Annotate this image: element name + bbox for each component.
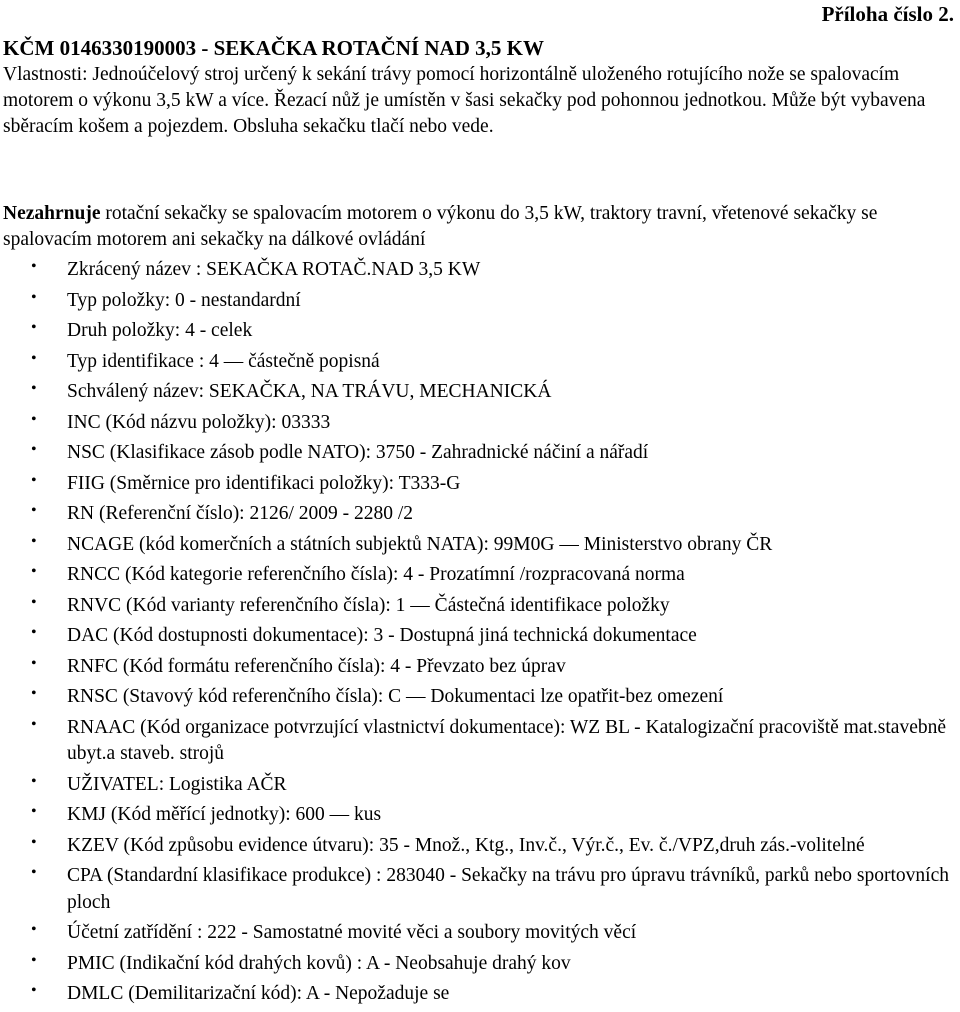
- list-item-text: INC (Kód názvu položky): 03333: [67, 411, 331, 433]
- list-item: [0, 654, 955, 681]
- list-item-text: NCAGE (kód komerčních a státních subjektů NATA): 99M0G — Ministerstvo obrany ČR: [67, 533, 773, 555]
- properties-paragraph: [3, 62, 955, 140]
- bullet-icon: •: [31, 563, 37, 580]
- list-item: [0, 920, 955, 947]
- list-item: [0, 501, 955, 528]
- bullet-icon: •: [31, 982, 37, 999]
- bullet-icon: •: [31, 319, 37, 336]
- list-item-text: NSC (Klasifikace zásob podle NATO): 3750 - Zahradnické náčiní a nářadí: [67, 442, 649, 463]
- list-item: [0, 684, 955, 711]
- exclusions-text: rotační sekačky se spalovacím motorem o výkonu do 3,5 kW, traktory travní, vřetenové sekačky se spalovacím motorem ani sekačky na dálkové ovládání: [3, 203, 878, 250]
- bullet-icon: •: [31, 471, 37, 489]
- bullet-icon: •: [31, 951, 37, 969]
- document-title: KČM 0146330190003 - SEKAČKA ROTAČNÍ NAD 3,5 KW: [3, 36, 544, 60]
- list-item: [0, 257, 955, 284]
- bullet-icon: •: [31, 502, 37, 519]
- bullet-icon: •: [31, 258, 37, 275]
- list-item-text: DMLC (Demilitarizační kód): A - Nepožaduje se: [67, 983, 450, 1004]
- list-item-text: FIIG (Směrnice pro identifikaci položky): T333-G: [67, 472, 461, 494]
- list-item-text: Schválený název: SEKAČKA, NA TRÁVU, MECHANICKÁ: [67, 381, 552, 402]
- list-item: [0, 288, 955, 315]
- list-item-text: UŽIVATEL: Logistika AČR: [67, 773, 287, 795]
- list-item-text: CPA (Standardní klasifikace produkce) : 283040 - Sekačky na trávu pro úpravu trávníků, parků nebo sportovních ploch: [67, 865, 949, 913]
- bullet-icon: •: [31, 624, 37, 641]
- list-item: [0, 772, 955, 799]
- list-item-text: RNFC (Kód formátu referenčního čísla): 4 - Převzato bez úprav: [67, 655, 566, 677]
- bullet-icon: •: [31, 532, 37, 550]
- bullet-icon: •: [31, 833, 37, 851]
- list-item: [0, 802, 955, 829]
- list-item-text: RNVC (Kód varianty referenčního čísla): 1 — Částečná identifikace položky: [67, 594, 670, 616]
- list-item: [0, 951, 955, 978]
- annex-label: Příloha číslo 2.: [821, 2, 954, 26]
- list-item: [0, 440, 955, 467]
- bullet-icon: •: [31, 288, 37, 306]
- exclusions-paragraph: [3, 201, 955, 253]
- list-item-text: KZEV (Kód způsobu evidence útvaru): 35 - Množ., Ktg., Inv.č., Výr.č., Ev. č./VPZ,druh zás.-volitelné: [67, 834, 865, 856]
- bullet-icon: •: [31, 441, 37, 458]
- bullet-icon: •: [31, 410, 37, 428]
- list-item: [0, 593, 955, 620]
- bullet-icon: •: [31, 654, 37, 672]
- list-item: [0, 863, 955, 916]
- list-item-text: RN (Referenční číslo): 2126/ 2009 - 2280 /2: [67, 503, 414, 524]
- list-item: [0, 471, 955, 498]
- list-item: [0, 532, 955, 559]
- bullet-icon: •: [31, 921, 37, 938]
- list-item-text: Účetní zatřídění : 222 - Samostatné movité věci a soubory movitých věcí: [67, 922, 637, 943]
- list-item-text: DAC (Kód dostupnosti dokumentace): 3 - Dostupná jiná technická dokumentace: [67, 625, 697, 646]
- bullet-icon: •: [31, 864, 37, 881]
- list-item-text: PMIC (Indikační kód drahých kovů) : A - Neobsahuje drahý kov: [67, 952, 571, 974]
- bullet-icon: •: [31, 685, 37, 702]
- list-item: [0, 981, 955, 1008]
- list-item: [0, 410, 955, 437]
- list-item: [0, 715, 955, 768]
- list-item-text: Typ identifikace : 4 — částečně popisná: [67, 350, 380, 372]
- list-item-text: RNCC (Kód kategorie referenčního čísla): 4 - Prozatímní /rozpracovaná norma: [67, 564, 685, 585]
- bullet-icon: •: [31, 349, 37, 367]
- bullet-icon: •: [31, 715, 37, 733]
- bullet-icon: •: [31, 803, 37, 820]
- list-item: [0, 562, 955, 589]
- properties-text: Vlastnosti: Jednoúčelový stroj určený k sekání trávy pomocí horizontálně uloženého rotujícího nože se spalovacím motorem o výkonu 3,5 kW a více. Řezací nůž je umístěn v šasi sekačky pod pohonnou jednotkou. Může být vybavena sběracím košem a pojezdem. Obsluha sekačku tlačí nebo vede.: [3, 64, 926, 137]
- bullet-icon: •: [31, 593, 37, 611]
- attribute-list: [0, 257, 955, 1012]
- list-item: [0, 379, 955, 406]
- bullet-icon: •: [31, 772, 37, 790]
- list-item-text: Typ položky: 0 - nestandardní: [67, 289, 301, 311]
- list-item-text: RNAAC (Kód organizace potvrzující vlastnictví dokumentace): WZ BL - Katalogizační pracoviště mat.stavebně ubyt.a staveb. strojů: [67, 716, 947, 764]
- list-item-text: Zkrácený název : SEKAČKA ROTAČ.NAD 3,5 KW: [67, 259, 481, 280]
- list-item: [0, 833, 955, 860]
- list-item: [0, 349, 955, 376]
- list-item-text: KMJ (Kód měřící jednotky): 600 — kus: [67, 804, 382, 825]
- list-item-text: Druh položky: 4 - celek: [67, 320, 253, 341]
- bullet-icon: •: [31, 380, 37, 397]
- exclusions-bold-word: Nezahrnuje: [3, 203, 101, 224]
- list-item: [0, 318, 955, 345]
- list-item-text: RNSC (Stavový kód referenčního čísla): C — Dokumentaci lze opatřit-bez omezení: [67, 686, 724, 707]
- list-item: [0, 623, 955, 650]
